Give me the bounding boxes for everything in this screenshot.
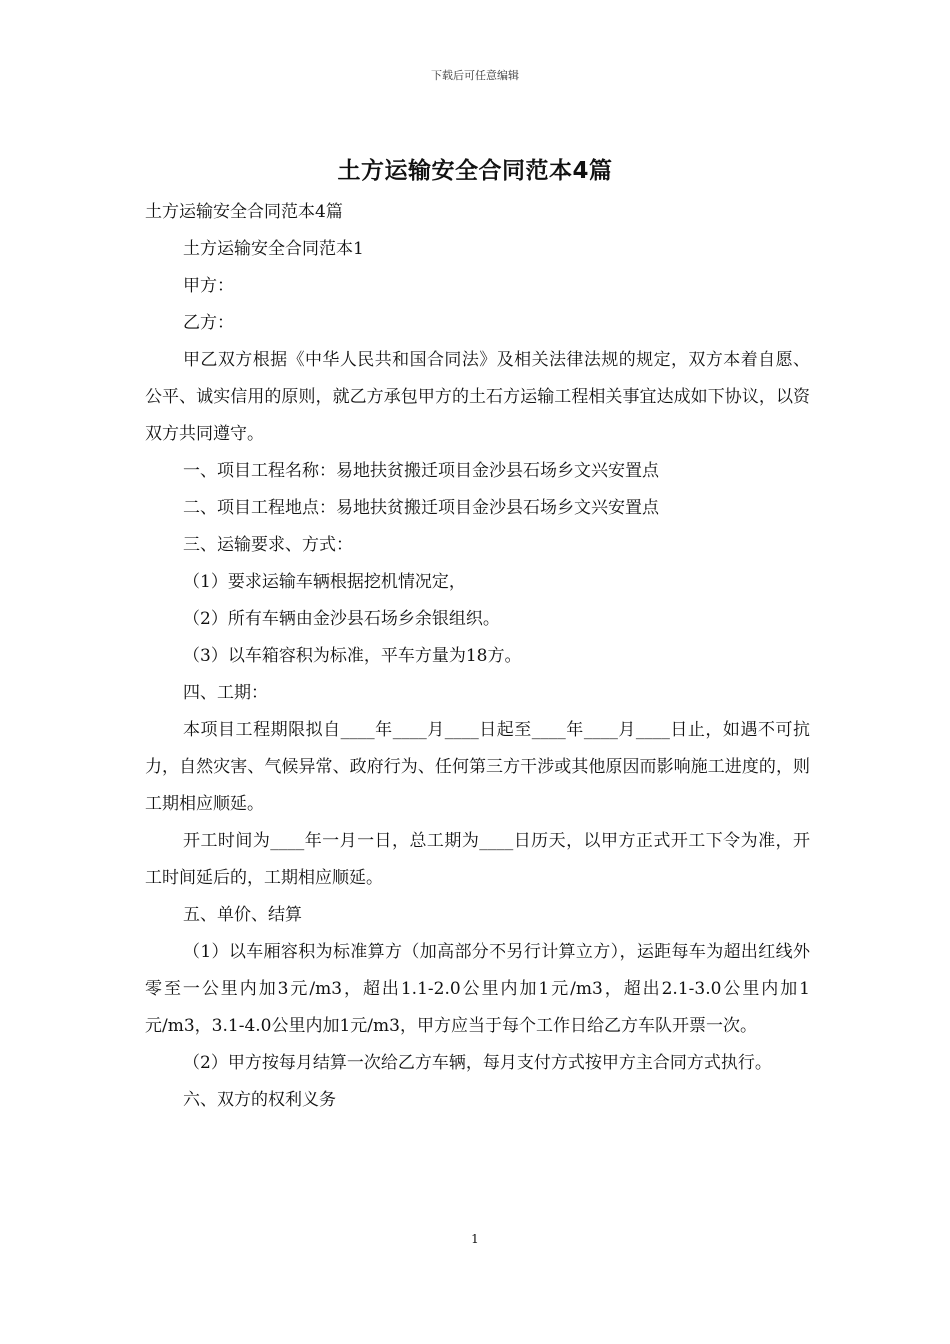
transport-item-1: （1）要求运输车辆根据挖机情况定， <box>183 572 466 592</box>
transport-item-3: （3）以车箱容积为标准，平车方量为18方。 <box>183 646 522 666</box>
clause-project-location: 二、项目工程地点：易地扶贫搬迁项目金沙县石场乡文兴安置点 <box>183 498 659 518</box>
page-header-note: 下载后可任意编辑 <box>431 69 519 82</box>
clause-rights-heading: 六、双方的权利义务 <box>183 1090 336 1110</box>
pricing-item-2: （2）甲方按每月结算一次给乙方车辆，每月支付方式按甲方主合同方式执行。 <box>183 1053 772 1073</box>
schedule-paragraph-2: 开工时间为____年一月一日，总工期为____日历天，以甲方正式开工下令为准，开工时间延后的，工期相应顺延。 <box>145 831 810 888</box>
clause-transport-heading: 三、运输要求、方式： <box>183 535 353 555</box>
clause-project-name: 一、项目工程名称：易地扶贫搬迁项目金沙县石场乡文兴安置点 <box>183 461 659 481</box>
party-a-line: 甲方： <box>183 276 234 296</box>
clause-schedule-heading: 四、工期： <box>183 683 268 703</box>
subtitle-paragraph: 土方运输安全合同范本4篇 <box>145 202 343 222</box>
pricing-item-1: （1）以车厢容积为标准算方（加高部分不另行计算立方），运距每车为超出红线外零至一公里内加3元/m3，超出1.1-2.0公里内加1元/m3，超出2.1-3.0公里内加1元/m3，3.1-4.0公里内加1元/m3，甲方应当于每个工作日给乙方车队开票一次。 <box>145 942 810 1036</box>
preamble-paragraph: 甲乙双方根据《中华人民共和国合同法》及相关法律法规的规定，双方本着自愿、公平、诚实信用的原则，就乙方承包甲方的土石方运输工程相关事宜达成如下协议，以资双方共同遵守。 <box>145 350 810 444</box>
transport-item-2: （2）所有车辆由金沙县石场乡余银组织。 <box>183 609 500 629</box>
document-body <box>145 194 810 1119</box>
page-number: 1 <box>471 1232 479 1246</box>
contract-heading: 土方运输安全合同范本1 <box>183 239 364 259</box>
document-title: 土方运输安全合同范本4篇 <box>337 158 613 184</box>
clause-pricing-heading: 五、单价、结算 <box>183 905 302 925</box>
schedule-paragraph-1: 本项目工程期限拟自____年____月____日起至____年____月____日止，如遇不可抗力，自然灾害、气候异常、政府行为、任何第三方干涉或其他原因而影响施工进度的，则工期相应顺延。 <box>145 720 810 814</box>
party-b-line: 乙方： <box>183 313 234 333</box>
